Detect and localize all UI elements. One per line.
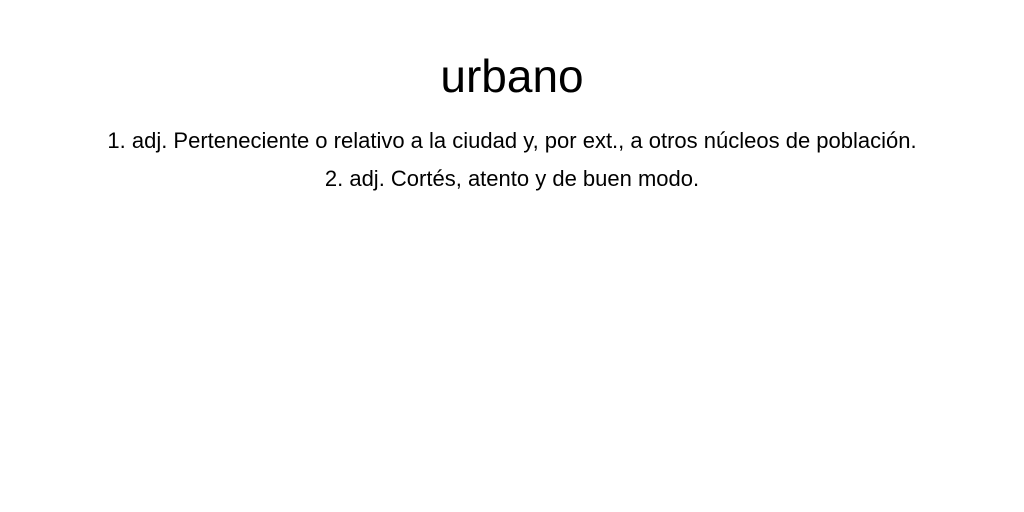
- definitions-list: [100, 122, 924, 198]
- definition-1: 1. adj. Perteneciente o relativo a la ciudad y, por ext., a otros núcleos de población.: [107, 128, 917, 153]
- definition-2: 2. adj. Cortés, atento y de buen modo.: [324, 166, 700, 191]
- entry-word: urbano: [440, 50, 584, 102]
